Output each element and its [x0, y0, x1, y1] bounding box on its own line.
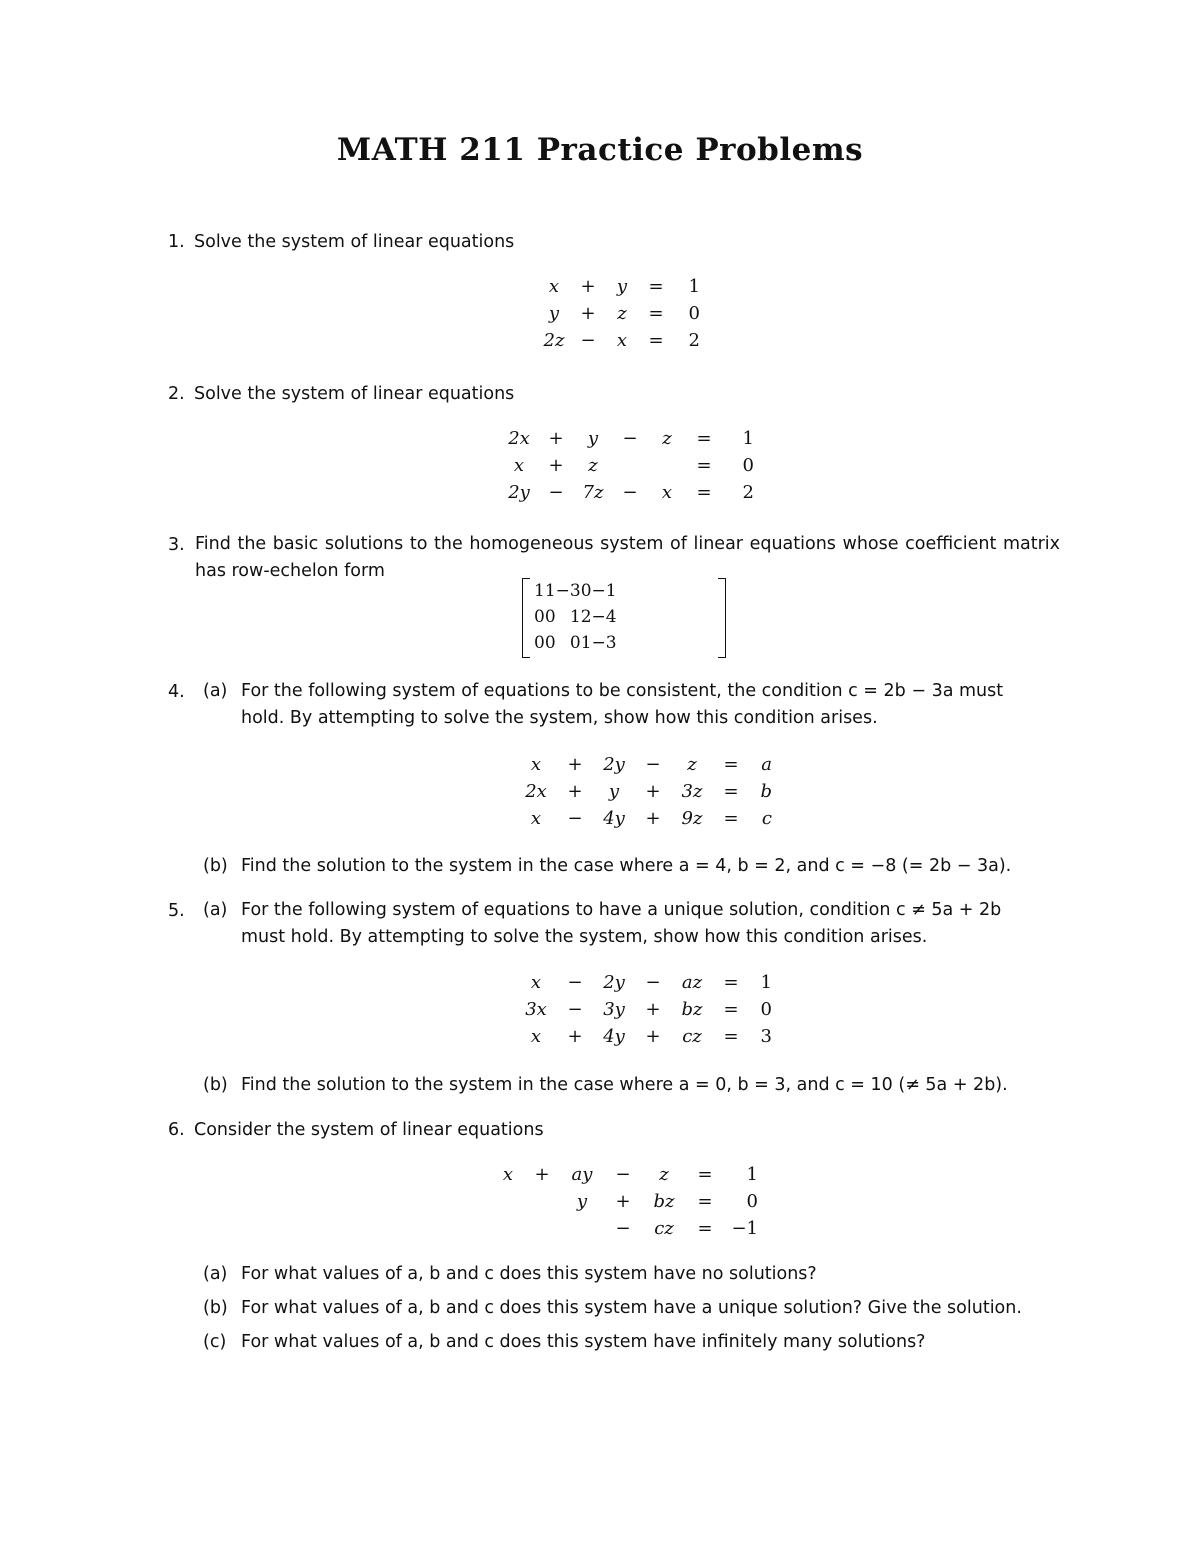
term: y	[548, 303, 560, 324]
rhs-value: 2	[688, 330, 700, 351]
operator: +	[548, 455, 564, 476]
matrix-entry: 1	[544, 581, 556, 601]
term: x	[530, 972, 542, 993]
rhs-value: 0	[746, 1191, 758, 1212]
problem-6c	[203, 1329, 925, 1356]
operator: =	[723, 781, 739, 802]
rhs-value: 0	[688, 303, 700, 324]
term: y	[576, 1191, 588, 1212]
part-text: Find the solution to the system in the case where a = 0, b = 3, and c = 10 (≠ 5a + 2b).	[241, 1075, 1008, 1095]
term: 2x	[508, 428, 530, 449]
equation-system-6	[494, 1161, 758, 1242]
matrix-entries	[534, 578, 617, 656]
matrix-entry: 1	[580, 633, 592, 653]
part-label: (b)	[203, 856, 228, 876]
operator: +	[567, 781, 583, 802]
problem-5b	[203, 1072, 1008, 1099]
operator: =	[723, 999, 739, 1020]
term: az	[681, 972, 703, 993]
operator: =	[697, 1218, 713, 1239]
equation-row	[518, 969, 772, 996]
operator: =	[697, 1164, 713, 1185]
equation-row	[502, 479, 754, 506]
part-text: For what values of a, b and c does this system have infinitely many solutions?	[241, 1332, 926, 1352]
operator: +	[645, 999, 661, 1020]
equation-row	[502, 425, 754, 452]
problem-5	[168, 897, 194, 925]
term: 4y	[603, 808, 625, 829]
part-text-line-2: hold. By attempting to solve the system, show how this condition arises.	[241, 708, 878, 728]
term: x	[513, 455, 525, 476]
term	[562, 1215, 602, 1242]
rhs-value: b	[760, 781, 772, 802]
part-text-line-2: must hold. By attempting to solve the system, show how this condition arises.	[241, 927, 928, 947]
rhs-value: 0	[742, 455, 754, 476]
operator: =	[648, 303, 664, 324]
problem-3	[168, 531, 194, 559]
term: x	[530, 808, 542, 829]
rhs-value: a	[761, 754, 772, 775]
equation-system-4	[518, 751, 772, 832]
equation-system-1	[540, 273, 700, 354]
operator: −	[567, 808, 583, 829]
problem-4	[168, 678, 194, 706]
operator: −	[622, 482, 638, 503]
problem-number: 1.	[168, 232, 185, 252]
rhs-value: 1	[742, 428, 754, 449]
matrix-entry: 2	[580, 607, 592, 627]
term	[522, 1188, 562, 1215]
problem-6	[168, 1116, 544, 1144]
equation-row	[494, 1188, 758, 1215]
term: 2x	[525, 781, 547, 802]
matrix-row	[534, 604, 617, 630]
equation-system-5	[518, 969, 772, 1050]
equation-row	[494, 1215, 758, 1242]
term: bz	[681, 999, 703, 1020]
operator: +	[580, 303, 596, 324]
operator: =	[697, 1191, 713, 1212]
rhs-value: 3	[760, 1026, 772, 1047]
part-text: For what values of a, b and c does this system have no solutions?	[241, 1264, 817, 1284]
term: ay	[571, 1164, 593, 1185]
equation-row	[540, 300, 700, 327]
term: 9z	[681, 808, 703, 829]
rhs-value: 0	[760, 999, 772, 1020]
term: 4y	[603, 1026, 625, 1047]
term: z	[588, 455, 598, 476]
term: x	[616, 330, 628, 351]
operator: −	[645, 972, 661, 993]
term	[522, 1215, 562, 1242]
operator: =	[648, 276, 664, 297]
part-label: (c)	[203, 1332, 227, 1352]
term: cz	[654, 1218, 674, 1239]
operator: =	[648, 330, 664, 351]
page-title: MATH 211 Practice Problems	[336, 132, 864, 168]
part-text-line-1: For the following system of equations to have a unique solution, condition c ≠ 5a + 2b	[241, 900, 1002, 920]
equation-row	[518, 778, 772, 805]
term: 3x	[525, 999, 547, 1020]
part-text: Find the solution to the system in the case where a = 4, b = 2, and c = −8 (= 2b − 3a).	[241, 856, 1012, 876]
matrix-entry: 0	[544, 633, 556, 653]
term: x	[548, 276, 560, 297]
matrix-entry: 0	[534, 607, 545, 627]
term	[610, 452, 650, 479]
term: z	[662, 428, 672, 449]
operator: +	[548, 428, 564, 449]
problem-4a	[203, 678, 1060, 732]
term: 3y	[603, 999, 625, 1020]
problem-2	[168, 380, 514, 408]
problem-6a	[203, 1261, 817, 1288]
equation-row	[518, 805, 772, 832]
term: x	[502, 1164, 514, 1185]
problem-4b	[203, 853, 1011, 880]
equation-row	[502, 452, 754, 479]
operator: =	[723, 808, 739, 829]
operator: −	[622, 428, 638, 449]
term: 2y	[603, 754, 625, 775]
problem-number: 6.	[168, 1120, 185, 1140]
term: y	[616, 276, 628, 297]
problem-6b	[203, 1295, 1022, 1322]
operator: +	[645, 808, 661, 829]
equation-row	[518, 1023, 772, 1050]
operator: −	[615, 1218, 631, 1239]
matrix-row	[534, 578, 617, 604]
operator: −	[567, 972, 583, 993]
rhs-value: 1	[746, 1164, 758, 1185]
equation-system-2	[502, 425, 754, 506]
equation-row	[540, 273, 700, 300]
term: z	[617, 303, 627, 324]
problem-number: 2.	[168, 384, 185, 404]
term: 2z	[543, 330, 565, 351]
equation-row	[540, 327, 700, 354]
term: 2y	[508, 482, 530, 503]
part-label: (a)	[203, 1264, 228, 1284]
matrix-row	[534, 630, 617, 656]
term	[650, 452, 684, 479]
operator: −	[615, 1164, 631, 1185]
problem-text: Consider the system of linear equations	[194, 1120, 544, 1140]
operator: +	[645, 1026, 661, 1047]
term: 2y	[603, 972, 625, 993]
rhs-value: 2	[742, 482, 754, 503]
rhs-value: 1	[760, 972, 772, 993]
left-bracket	[522, 578, 530, 658]
term: 3z	[681, 781, 703, 802]
part-label: (a)	[203, 681, 228, 701]
problem-text: Solve the system of linear equations	[194, 232, 515, 252]
operator: =	[723, 754, 739, 775]
problem-text: Find the basic solutions to the homogeneous system of linear equations whose coefficient matrix has row-echelon form	[195, 534, 1060, 581]
matrix-entry: 0	[544, 607, 556, 627]
problem-5a	[203, 897, 1060, 951]
term: z	[687, 754, 697, 775]
part-label: (b)	[203, 1075, 228, 1095]
rhs-value: 1	[688, 276, 700, 297]
operator: =	[696, 455, 712, 476]
operator: =	[696, 428, 712, 449]
term	[494, 1188, 522, 1215]
term: y	[608, 781, 620, 802]
operator: =	[723, 1026, 739, 1047]
term: x	[661, 482, 673, 503]
operator: −	[567, 999, 583, 1020]
matrix-entry: −4	[591, 607, 617, 627]
operator: −	[548, 482, 564, 503]
operator: =	[723, 972, 739, 993]
matrix-entry: 1	[569, 607, 581, 627]
rhs-value: c	[761, 808, 772, 829]
problem-number: 5.	[168, 901, 185, 921]
rhs-value: −1	[731, 1218, 758, 1239]
equation-row	[494, 1161, 758, 1188]
term: y	[587, 428, 599, 449]
term: 7z	[582, 482, 604, 503]
part-text-line-1: For the following system of equations to be consistent, the condition c = 2b − 3a must	[241, 681, 1004, 701]
matrix-entry: −3	[591, 633, 617, 653]
matrix-entry: 0	[580, 581, 592, 601]
term: z	[659, 1164, 669, 1185]
matrix-entry: 0	[534, 633, 545, 653]
operator: +	[567, 754, 583, 775]
operator: +	[645, 781, 661, 802]
term	[494, 1215, 522, 1242]
part-text: For what values of a, b and c does this system have a unique solution? Give the solution.	[241, 1298, 1022, 1318]
equation-row	[518, 996, 772, 1023]
operator: +	[580, 276, 596, 297]
operator: +	[615, 1191, 631, 1212]
equation-row	[518, 751, 772, 778]
term: x	[530, 754, 542, 775]
part-label: (b)	[203, 1298, 228, 1318]
term: cz	[682, 1026, 702, 1047]
operator: +	[567, 1026, 583, 1047]
matrix-entry: −1	[591, 581, 617, 601]
operator: =	[696, 482, 712, 503]
problem-text: Solve the system of linear equations	[194, 384, 515, 404]
operator: −	[645, 754, 661, 775]
operator: +	[534, 1164, 550, 1185]
right-bracket	[718, 578, 726, 658]
matrix-entry: −3	[555, 581, 581, 601]
matrix-entry: 0	[569, 633, 581, 653]
term: bz	[653, 1191, 675, 1212]
operator: −	[580, 330, 596, 351]
problem-number: 3.	[168, 535, 185, 555]
problem-number: 4.	[168, 682, 185, 702]
problem-1	[168, 228, 514, 256]
part-label: (a)	[203, 900, 228, 920]
term: x	[530, 1026, 542, 1047]
matrix-entry: 1	[534, 581, 545, 601]
